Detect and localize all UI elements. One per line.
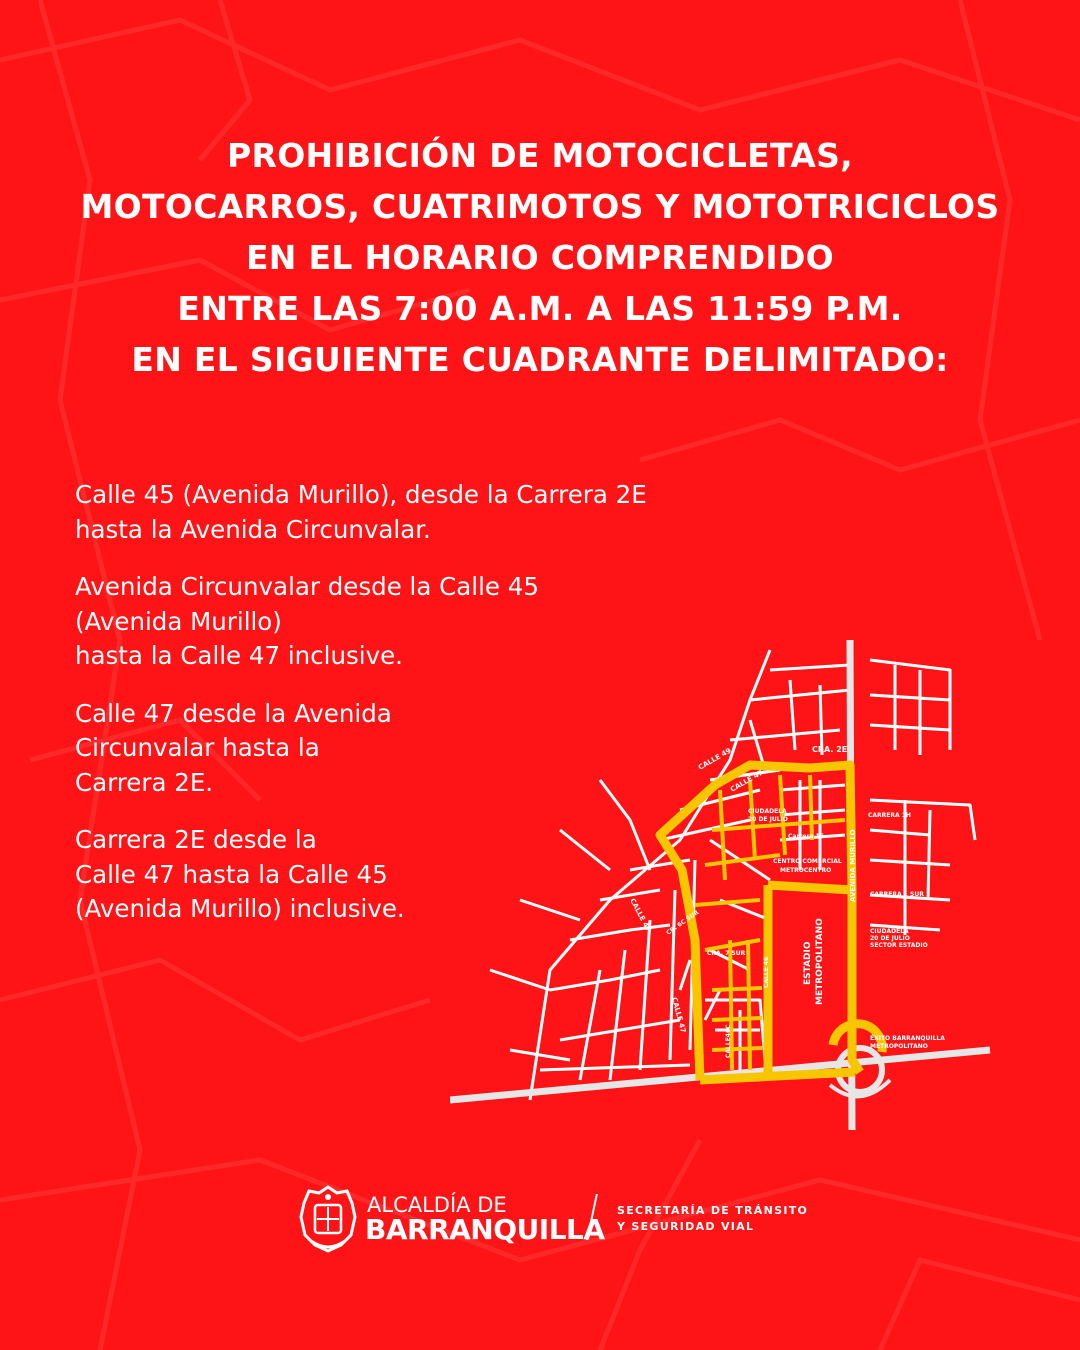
paragraph-line: Carrera 2E. bbox=[75, 767, 214, 797]
label-ciudadela-a: CIUDADELA bbox=[748, 808, 787, 815]
label-calle-47-left: CALLE 47 bbox=[628, 897, 653, 934]
headline-line-3: EN EL HORARIO COMPRENDIDO bbox=[245, 238, 835, 277]
label-carrera-1f: Carrera 1F bbox=[788, 833, 824, 840]
label-calle-49: CALLE 49 bbox=[697, 746, 733, 772]
headline-line-5: EN EL SIGUIENTE CUADRANTE DELIMITADO: bbox=[131, 340, 949, 379]
label-estadio-a: ESTADIO bbox=[803, 941, 813, 985]
label-cra-7-sur: CRA. 7 SUR bbox=[707, 950, 746, 957]
label-carrera-1-sur: CARRERA 1 SUR bbox=[870, 891, 924, 898]
paragraph-line: Calle 47 desde la Avenida bbox=[75, 698, 392, 728]
label-carrera-1h: CARRERA 1H bbox=[868, 812, 911, 819]
paragraph-line: (Avenida Murillo) bbox=[75, 606, 282, 636]
headline bbox=[0, 130, 1080, 385]
secretaria-line-2: Y SEGURIDAD VIAL bbox=[617, 1220, 755, 1233]
label-cr-6c-sur: CR. 6C SUR bbox=[665, 909, 701, 937]
label-avenida-murillo: AVENIDA MURILLO bbox=[849, 829, 857, 902]
main-roads bbox=[450, 640, 990, 1130]
alcaldia-text: ALCALDÍA DE bbox=[367, 1193, 507, 1217]
label-ciudadela-sector-a: CIUDADELA bbox=[870, 928, 909, 935]
label-ciudadela-sector-b: 20 DE JULIO bbox=[870, 935, 910, 942]
paragraph-line: hasta la Calle 47 inclusive. bbox=[75, 641, 403, 670]
headline-line-1: PROHIBICIÓN DE MOTOCICLETAS, bbox=[227, 136, 853, 175]
footer-branding bbox=[297, 1180, 809, 1260]
label-centro-comercial-b: METROCENTRO bbox=[780, 867, 832, 874]
label-calle-46c: CALLE46C bbox=[725, 1024, 732, 1058]
label-cra-2e: CRA. 2E bbox=[812, 745, 848, 754]
city-crest-icon bbox=[297, 1183, 359, 1255]
label-exito-b: METROPOLITANO bbox=[870, 1043, 928, 1050]
label-calle-46: CALLE 46 bbox=[763, 956, 770, 988]
label-ciudadela-sector-c: SECTOR ESTADIO bbox=[870, 942, 928, 949]
headline-line-4: ENTRE LAS 7:00 A.M. A LAS 11:59 P.M. bbox=[177, 289, 903, 328]
label-calle-47-top: CALLE 47 bbox=[729, 768, 765, 794]
paragraph-line: Carrera 2E desde la bbox=[75, 825, 317, 854]
paragraph-line: Avenida Circunvalar desde la Calle 45 bbox=[75, 572, 539, 601]
quadrant-map bbox=[450, 640, 1010, 1140]
label-calle-47-bottom: CALLE 47 bbox=[670, 996, 688, 1034]
secretaria-line-1: SECRETARÍA DE TRÁNSITO bbox=[617, 1204, 809, 1217]
label-exito-a: ÉXITO BARRANQUILLA bbox=[870, 1035, 945, 1042]
paragraph-line: hasta la Avenida Circunvalar. bbox=[75, 514, 431, 544]
paragraph-line: (Avenida Murillo) inclusive. bbox=[75, 894, 405, 923]
label-estadio-b: METROPOLITANO bbox=[815, 918, 825, 1005]
paragraph-line: Calle 47 hasta la Calle 45 bbox=[75, 859, 388, 889]
paragraph-line: Calle 45 (Avenida Murillo), desde la Carrera 2E bbox=[75, 480, 647, 509]
label-ciudadela-b: 20 DE JULIO bbox=[748, 816, 788, 823]
label-centro-comercial-a: CENTRO COMERCIAL bbox=[773, 858, 842, 865]
headline-line-2: MOTOCARROS, CUATRIMOTOS Y MOTOTRICICLOS bbox=[80, 187, 1000, 226]
restriction-paragraph-1 bbox=[75, 478, 647, 547]
barranquilla-logo-text: BARRANQUILLA bbox=[365, 1213, 605, 1246]
paragraph-line: Circunvalar hasta la bbox=[75, 733, 320, 762]
